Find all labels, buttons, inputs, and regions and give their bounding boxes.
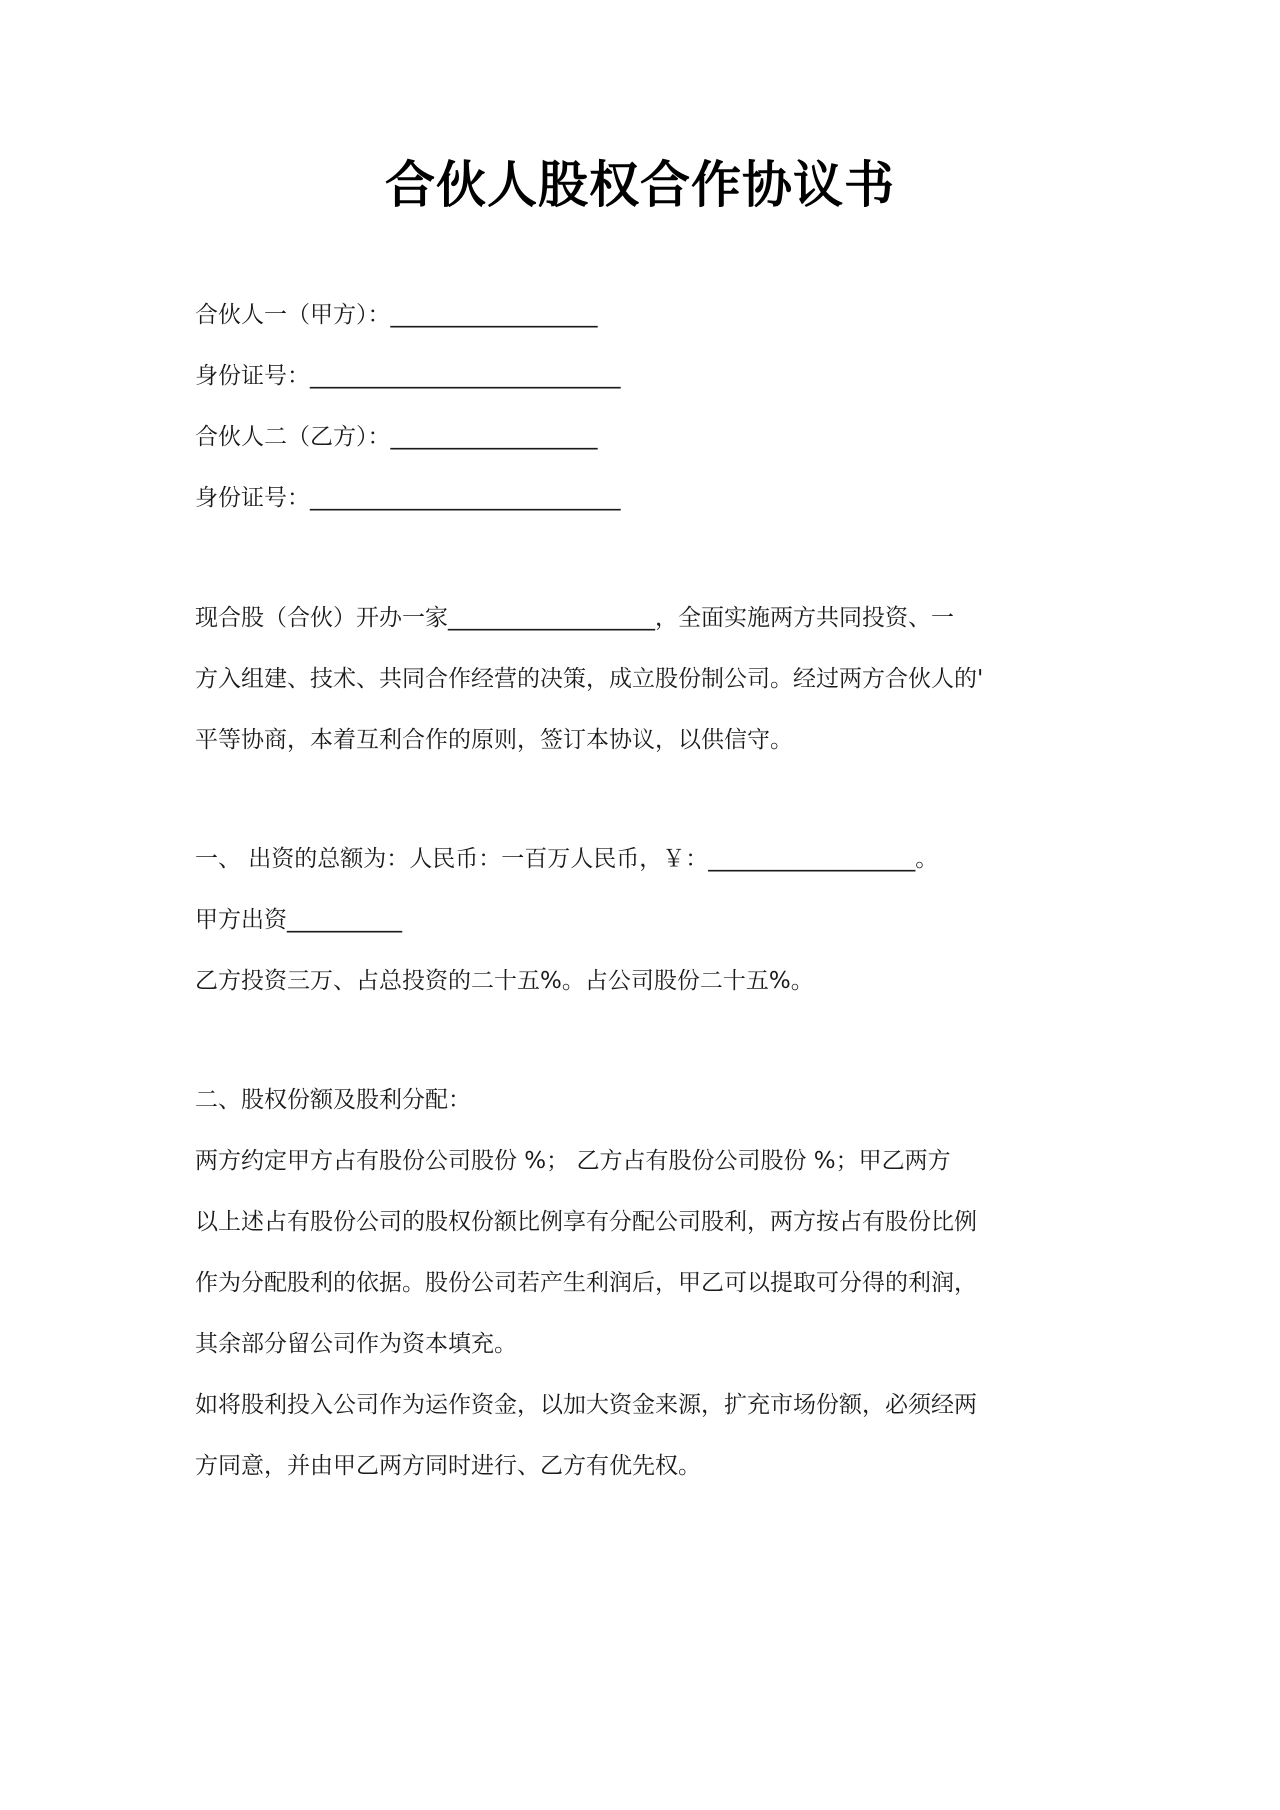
section-1-heading: 一、 出资的总额为：人民币：一百万人民币，￥：__________________。 bbox=[195, 846, 939, 872]
party-b-name-field: 合伙人二（乙方）：__________________ bbox=[195, 424, 598, 450]
section-2-line: 以上述占有股份公司的股权份额比例享有分配公司股利，两方按占有股份比例 bbox=[195, 1209, 977, 1235]
section-2-line: 方同意，并由甲乙两方同时进行、乙方有优先权。 bbox=[195, 1453, 701, 1479]
section-2-line: 其余部分留公司作为资本填充。 bbox=[195, 1331, 517, 1357]
document-title: 合伙人股权合作协议书 bbox=[385, 155, 895, 214]
preamble-line: 平等协商，本着互利合作的原则，签订本协议，以供信守。 bbox=[195, 727, 793, 753]
preamble-line: 方入组建、技术、共同合作经营的决策，成立股份制公司。经过两方合伙人的' bbox=[195, 666, 984, 692]
section-1-line: 乙方投资三万、占总投资的二十五%。占公司股份二十五%。 bbox=[195, 968, 814, 994]
party-a-name-field: 合伙人一（甲方）：__________________ bbox=[195, 302, 598, 328]
party-a-id-field: 身份证号：___________________________ bbox=[195, 363, 621, 389]
section-2-line: 作为分配股利的依据。股份公司若产生利润后，甲乙可以提取可分得的利润， bbox=[195, 1270, 977, 1296]
party-b-id-field: 身份证号：___________________________ bbox=[195, 485, 621, 511]
section-2-line: 如将股利投入公司作为运作资金，以加大资金来源，扩充市场份额，必须经两 bbox=[195, 1392, 977, 1418]
section-2-line: 两方约定甲方占有股份公司股份 %； 乙方占有股份公司股份 %；甲乙两方 bbox=[195, 1148, 951, 1174]
section-2-heading: 二、股权份额及股利分配： bbox=[195, 1087, 471, 1113]
preamble-line: 现合股（合伙）开办一家__________________，全面实施两方共同投资、一 bbox=[195, 605, 954, 631]
section-1-line: 甲方出资__________ bbox=[195, 907, 402, 933]
